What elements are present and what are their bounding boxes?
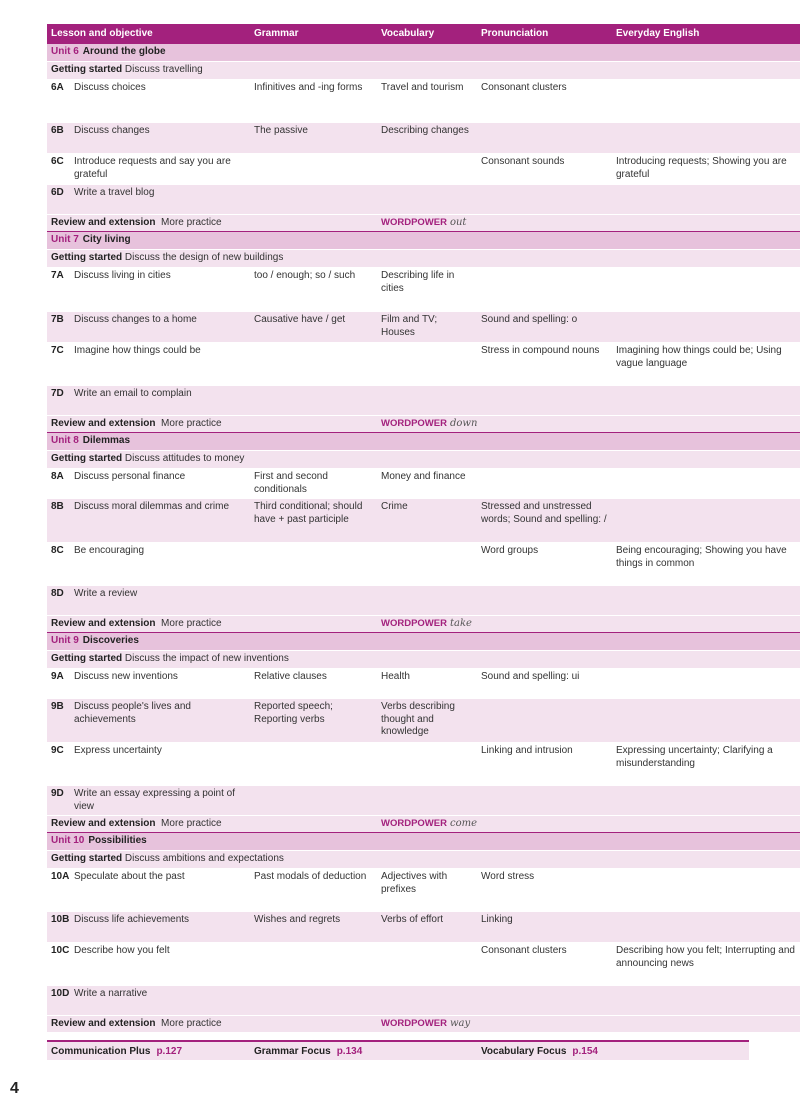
lesson-objective: Write a review xyxy=(74,588,138,599)
pronunciation-cell xyxy=(477,268,612,311)
pronunciation-cell: Sound and spelling: ui xyxy=(481,671,580,682)
vocabulary-cell xyxy=(377,986,477,1015)
lesson-row xyxy=(47,585,800,615)
review-label: Review and extension xyxy=(51,818,156,829)
pronunciation-cell xyxy=(477,986,612,1015)
lesson-code: 7B xyxy=(51,314,64,325)
grammar-cell xyxy=(250,986,377,1015)
getting-started-label: Getting started xyxy=(51,853,123,864)
unit-heading xyxy=(47,432,800,450)
pronunciation-cell: Linking and intrusion xyxy=(481,745,573,756)
lesson-code: 10D xyxy=(51,988,70,999)
pronunciation-cell: Consonant clusters xyxy=(481,945,567,956)
lesson-code: 9A xyxy=(51,671,64,682)
vocabulary-cell: Describing life in cities xyxy=(381,270,455,294)
lesson-row xyxy=(47,184,800,214)
lesson-row xyxy=(47,942,800,985)
getting-started-row xyxy=(47,249,800,267)
lesson-cell xyxy=(47,343,250,385)
lesson-objective: Discuss changes xyxy=(74,125,150,136)
everyday-english-cell xyxy=(612,786,800,815)
unit-heading xyxy=(47,632,800,650)
grammar-cell: Causative have / get xyxy=(254,314,346,325)
lesson-row xyxy=(47,342,800,385)
grammar-cell xyxy=(250,743,377,785)
review-label: Review and extension xyxy=(51,618,156,629)
getting-started-row xyxy=(47,650,800,668)
lesson-cell xyxy=(47,943,250,985)
vocabulary-cell xyxy=(377,543,477,585)
wordpower-word: down xyxy=(449,418,478,429)
pronunciation-cell: Stress in compound nouns xyxy=(481,345,600,356)
getting-started-row xyxy=(47,850,800,868)
unit-number: Unit 7 xyxy=(51,234,79,245)
vocabulary-cell: Film and TV; Houses xyxy=(381,314,438,338)
vocabulary-cell xyxy=(377,386,477,415)
more-practice: More practice xyxy=(161,618,222,629)
grammar-cell xyxy=(250,386,377,415)
grammar-cell xyxy=(250,543,377,585)
lesson-row xyxy=(47,498,800,542)
grammar-cell xyxy=(250,343,377,385)
everyday-english-cell xyxy=(612,469,800,498)
lesson-cell xyxy=(47,123,250,153)
pronunciation-cell xyxy=(477,699,612,742)
getting-started-text: Discuss travelling xyxy=(124,64,203,75)
more-practice: More practice xyxy=(161,418,222,429)
getting-started-label: Getting started xyxy=(51,252,123,263)
lesson-row xyxy=(47,468,800,498)
grammar-cell: too / enough; so / such xyxy=(254,270,356,281)
everyday-english-cell xyxy=(612,123,800,153)
review-empty xyxy=(250,816,377,832)
grammar-cell: Past modals of deduction xyxy=(254,871,367,882)
lesson-cell xyxy=(47,386,250,415)
pronunciation-cell: Linking xyxy=(481,914,513,925)
vocabulary-cell xyxy=(377,185,477,214)
review-label: Review and extension xyxy=(51,217,156,228)
footer-communication[interactable]: Communication Plus p.127 xyxy=(51,1046,183,1057)
header-everyday-english: Everyday English xyxy=(616,28,700,39)
review-label: Review and extension xyxy=(51,1018,156,1029)
everyday-english-cell: Being encouraging; Showing you have things in common xyxy=(616,545,787,569)
vocabulary-cell: Describing changes xyxy=(381,125,469,136)
more-practice: More practice xyxy=(161,818,222,829)
contents-table xyxy=(47,24,800,1032)
everyday-english-cell xyxy=(612,986,800,1015)
vocabulary-cell: Adjectives with prefixes xyxy=(381,871,448,895)
more-practice: More practice xyxy=(161,1018,222,1029)
pronunciation-cell xyxy=(477,123,612,153)
unit-number: Unit 10 xyxy=(51,835,85,846)
getting-started-row xyxy=(47,61,800,79)
wordpower-label: WORDPOWER xyxy=(381,418,447,429)
lesson-row xyxy=(47,911,800,942)
pronunciation-cell: Stressed and unstressed words; Sound and spelling: / xyxy=(481,501,607,525)
grammar-cell: Reported speech; Reporting verbs xyxy=(254,701,333,725)
units-container xyxy=(47,43,800,1032)
vocabulary-cell: Travel and tourism xyxy=(381,82,464,93)
pronunciation-cell xyxy=(477,386,612,415)
getting-started-text: Discuss the design of new buildings xyxy=(124,252,284,263)
review-row xyxy=(47,214,800,231)
footer-grammar[interactable]: Grammar Focus p.134 xyxy=(254,1046,363,1057)
lesson-row xyxy=(47,698,800,742)
page-number: 4 xyxy=(10,1082,19,1096)
wordpower-word: take xyxy=(449,618,472,629)
pronunciation-cell xyxy=(477,185,612,214)
lesson-objective: Speculate about the past xyxy=(74,871,185,882)
getting-started-text: Discuss ambitions and expectations xyxy=(124,853,284,864)
lesson-code: 8A xyxy=(51,471,64,482)
review-label: Review and extension xyxy=(51,418,156,429)
vocabulary-cell: Verbs describing thought and knowledge xyxy=(381,701,455,737)
grammar-cell: First and second conditionals xyxy=(254,471,328,495)
lesson-objective: Be encouraging xyxy=(74,545,145,556)
vocabulary-cell: Health xyxy=(381,671,410,682)
lesson-code: 8C xyxy=(51,545,64,556)
everyday-english-cell xyxy=(612,669,800,698)
header-pronunciation: Pronunciation xyxy=(481,28,549,39)
wordpower-label: WORDPOWER xyxy=(381,618,447,629)
lesson-cell xyxy=(47,268,250,311)
lesson-row xyxy=(47,742,800,785)
everyday-english-cell xyxy=(612,185,800,214)
review-cell xyxy=(47,215,250,231)
lesson-code: 10B xyxy=(51,914,70,925)
footer-vocabulary[interactable]: Vocabulary Focus p.154 xyxy=(481,1046,598,1057)
everyday-english-cell xyxy=(612,869,800,911)
grammar-cell: Relative clauses xyxy=(254,671,327,682)
everyday-english-cell xyxy=(612,586,800,615)
lesson-cell xyxy=(47,185,250,214)
unit-heading xyxy=(47,832,800,850)
lesson-objective: Imagine how things could be xyxy=(74,345,201,356)
lesson-cell xyxy=(47,312,250,342)
header-vocabulary: Vocabulary xyxy=(381,28,435,39)
wordpower-cell xyxy=(377,816,477,832)
unit-number: Unit 8 xyxy=(51,435,79,446)
lesson-cell xyxy=(47,869,250,911)
lesson-objective: Describe how you felt xyxy=(74,945,170,956)
review-empty xyxy=(250,416,377,432)
review-empty xyxy=(250,215,377,231)
pronunciation-cell: Consonant clusters xyxy=(481,82,567,93)
wordpower-label: WORDPOWER xyxy=(381,217,447,228)
lesson-row xyxy=(47,311,800,342)
pronunciation-cell xyxy=(477,786,612,815)
lesson-objective: Introduce requests and say you are grateful xyxy=(74,156,231,180)
grammar-cell: The passive xyxy=(254,125,308,136)
lesson-objective: Discuss changes to a home xyxy=(74,314,197,325)
lesson-code: 6D xyxy=(51,187,64,198)
everyday-english-cell xyxy=(612,499,800,542)
getting-started-label: Getting started xyxy=(51,453,123,464)
lesson-code: 6C xyxy=(51,156,64,167)
unit-name: City living xyxy=(82,234,131,245)
vocabulary-cell xyxy=(377,943,477,985)
lesson-code: 6B xyxy=(51,125,64,136)
table-header xyxy=(47,24,800,43)
vocabulary-cell xyxy=(377,343,477,385)
lesson-cell xyxy=(47,154,250,184)
lesson-objective: Express uncertainty xyxy=(74,745,162,756)
lesson-row xyxy=(47,668,800,698)
unit-name: Discoveries xyxy=(82,635,139,646)
lesson-code: 7C xyxy=(51,345,64,356)
grammar-cell: Third conditional; should have + past participle xyxy=(254,501,363,525)
everyday-english-cell xyxy=(612,80,800,122)
getting-started-label: Getting started xyxy=(51,653,123,664)
lesson-code: 9B xyxy=(51,701,64,712)
wordpower-label: WORDPOWER xyxy=(381,1018,447,1029)
footer-bar xyxy=(47,1040,749,1060)
lesson-cell xyxy=(47,699,250,742)
review-cell xyxy=(47,416,250,432)
grammar-cell xyxy=(250,154,377,184)
everyday-english-cell: Describing how you felt; Interrupting and announcing news xyxy=(616,945,795,969)
review-empty xyxy=(250,1016,377,1032)
everyday-english-cell xyxy=(612,386,800,415)
lesson-row xyxy=(47,153,800,184)
lesson-row xyxy=(47,79,800,122)
lesson-objective: Write a narrative xyxy=(74,988,148,999)
lesson-objective: Discuss life achievements xyxy=(74,914,190,925)
unit-name: Around the globe xyxy=(82,46,166,57)
grammar-cell xyxy=(250,786,377,815)
vocabulary-cell xyxy=(377,743,477,785)
review-cell xyxy=(47,816,250,832)
lesson-objective: Discuss people's lives and achievements xyxy=(74,701,191,725)
everyday-english-cell xyxy=(612,912,800,942)
lesson-cell xyxy=(47,743,250,785)
header-lesson: Lesson and objective xyxy=(51,28,153,39)
review-row xyxy=(47,1015,800,1032)
lesson-row xyxy=(47,542,800,585)
lesson-cell xyxy=(47,80,250,122)
lesson-objective: Discuss personal finance xyxy=(74,471,186,482)
unit-heading xyxy=(47,43,800,61)
wordpower-cell xyxy=(377,616,477,632)
lesson-code: 7D xyxy=(51,388,64,399)
everyday-english-cell: Expressing uncertainty; Clarifying a misunderstanding xyxy=(616,745,773,769)
unit-number: Unit 9 xyxy=(51,635,79,646)
everyday-english-cell xyxy=(612,268,800,311)
wordpower-word: way xyxy=(449,1018,471,1029)
lesson-cell xyxy=(47,986,250,1015)
wordpower-word: out xyxy=(449,217,467,228)
everyday-english-cell xyxy=(612,699,800,742)
lesson-cell xyxy=(47,586,250,615)
lesson-objective: Discuss new inventions xyxy=(74,671,178,682)
unit-name: Dilemmas xyxy=(82,435,131,446)
grammar-cell xyxy=(250,943,377,985)
lesson-row xyxy=(47,868,800,911)
pronunciation-cell: Sound and spelling: o xyxy=(481,314,578,325)
review-row xyxy=(47,815,800,832)
lesson-code: 10A xyxy=(51,871,70,882)
lesson-row xyxy=(47,267,800,311)
lesson-code: 8B xyxy=(51,501,64,512)
unit-number: Unit 6 xyxy=(51,46,79,57)
lesson-code: 8D xyxy=(51,588,64,599)
review-cell xyxy=(47,616,250,632)
lesson-code: 9D xyxy=(51,788,64,799)
unit-heading xyxy=(47,231,800,249)
lesson-objective: Discuss choices xyxy=(74,82,146,93)
grammar-cell xyxy=(250,185,377,214)
pronunciation-cell: Word groups xyxy=(481,545,539,556)
lesson-objective: Discuss living in cities xyxy=(74,270,171,281)
lesson-cell xyxy=(47,669,250,698)
more-practice: More practice xyxy=(161,217,222,228)
lesson-cell xyxy=(47,543,250,585)
lesson-row xyxy=(47,985,800,1015)
wordpower-cell xyxy=(377,215,477,231)
grammar-cell xyxy=(250,586,377,615)
lesson-cell xyxy=(47,786,250,815)
lesson-row xyxy=(47,785,800,815)
everyday-english-cell: Imagining how things could be; Using vague language xyxy=(616,345,782,369)
grammar-cell: Infinitives and -ing forms xyxy=(254,82,363,93)
lesson-row xyxy=(47,122,800,153)
everyday-english-cell xyxy=(612,312,800,342)
wordpower-label: WORDPOWER xyxy=(381,818,447,829)
header-grammar: Grammar xyxy=(254,28,299,39)
lesson-code: 7A xyxy=(51,270,64,281)
pronunciation-cell xyxy=(477,586,612,615)
getting-started-row xyxy=(47,450,800,468)
vocabulary-cell xyxy=(377,154,477,184)
pronunciation-cell: Word stress xyxy=(481,871,535,882)
getting-started-text: Discuss attitudes to money xyxy=(124,453,245,464)
vocabulary-cell: Money and finance xyxy=(381,471,466,482)
lesson-row xyxy=(47,385,800,415)
review-row xyxy=(47,415,800,432)
lesson-objective: Write an email to complain xyxy=(74,388,192,399)
unit-name: Possibilities xyxy=(88,835,147,846)
vocabulary-cell xyxy=(377,586,477,615)
wordpower-word: come xyxy=(449,818,477,829)
getting-started-text: Discuss the impact of new inventions xyxy=(124,653,289,664)
lesson-code: 10C xyxy=(51,945,70,956)
review-row xyxy=(47,615,800,632)
wordpower-cell xyxy=(377,1016,477,1032)
vocabulary-cell: Verbs of effort xyxy=(381,914,444,925)
pronunciation-cell: Consonant sounds xyxy=(481,156,565,167)
lesson-objective: Write a travel blog xyxy=(74,187,155,198)
review-empty xyxy=(250,616,377,632)
wordpower-cell xyxy=(377,416,477,432)
vocabulary-cell: Crime xyxy=(381,501,408,512)
lesson-objective: Discuss moral dilemmas and crime xyxy=(74,501,230,512)
lesson-code: 9C xyxy=(51,745,64,756)
everyday-english-cell: Introducing requests; Showing you are grateful xyxy=(616,156,787,180)
grammar-cell: Wishes and regrets xyxy=(254,914,341,925)
lesson-cell xyxy=(47,499,250,542)
lesson-cell xyxy=(47,469,250,498)
vocabulary-cell xyxy=(377,786,477,815)
lesson-code: 6A xyxy=(51,82,64,93)
getting-started-label: Getting started xyxy=(51,64,123,75)
lesson-cell xyxy=(47,912,250,942)
lesson-objective: Write an essay expressing a point of view xyxy=(74,788,236,812)
review-cell xyxy=(47,1016,250,1032)
pronunciation-cell xyxy=(477,469,612,498)
